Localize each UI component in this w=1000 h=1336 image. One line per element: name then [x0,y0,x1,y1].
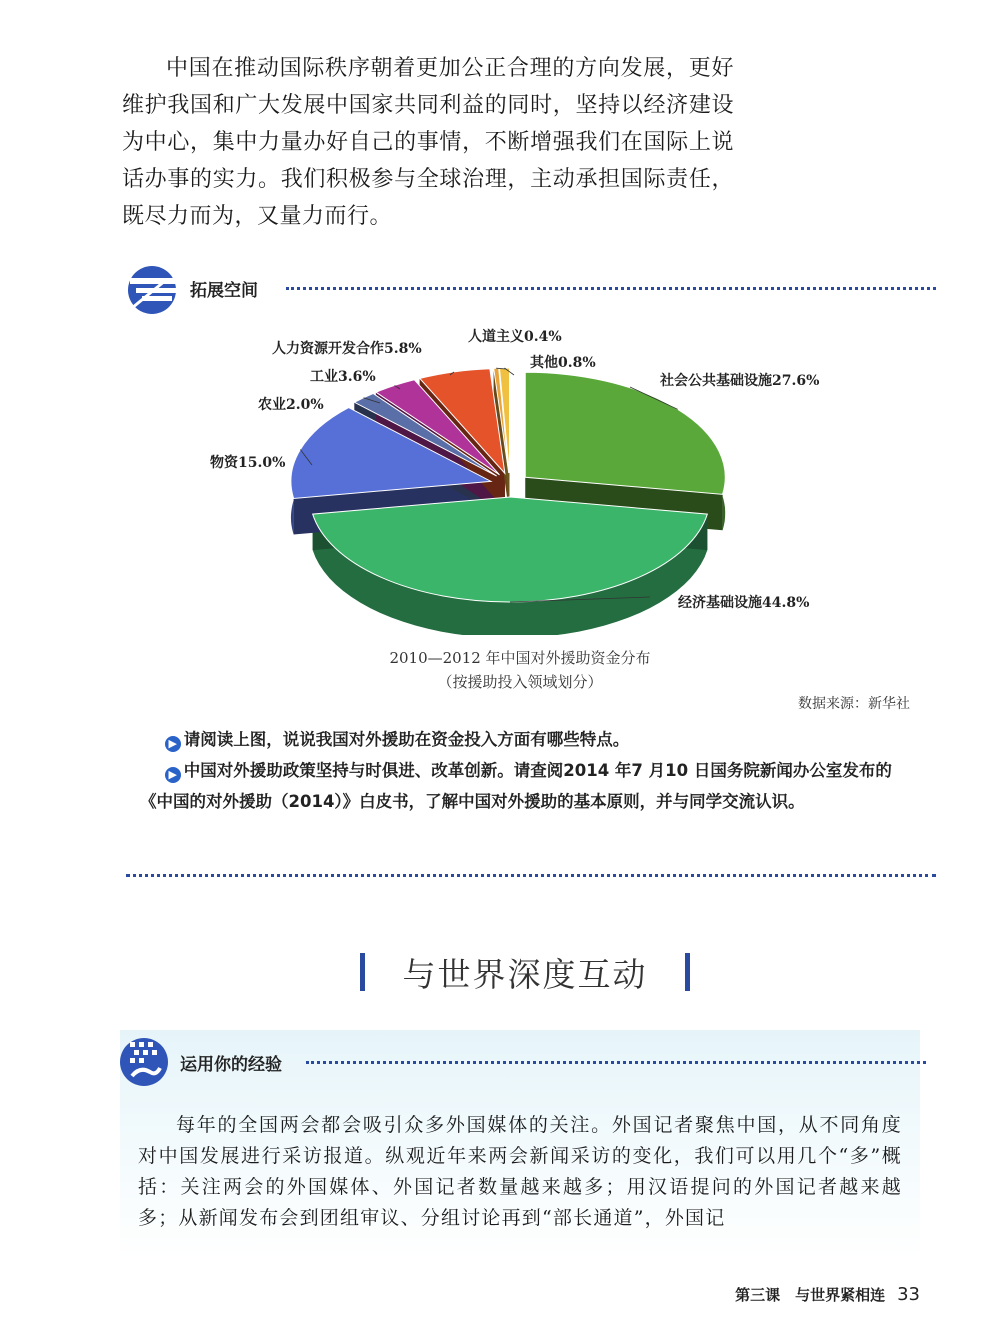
section-title-text: 与世界深度互动 [402,954,648,994]
experience-section-header [116,1032,928,1075]
arrow-bullet-icon: ▶ [165,767,181,783]
question-text: 请阅读上图，说说我国对外援助在资金投入方面有哪些特点。 [183,730,630,749]
intro-paragraph: 中国在推动国际秩序朝着更加公正合理的方向发展，更好维护我国和广大发展中国家共同利益的同时，坚持以经济建设为中心，集中力量办好自己的事情，不断增强我们在国际上说话办事的实力。我们积极参与全球治理，主动承担国际责任，既尽力而为，又量力而行。 [122,56,734,229]
pie-label-1: 社会公共基础设施27.6% [660,373,820,389]
page-number: 33 [897,1284,920,1305]
questions-block [140,724,910,817]
chart-source: 数据来源：新华社 [798,696,910,712]
expand-section-end-divider [126,874,936,877]
pie-label-3: 物资15.0% [210,455,286,471]
question-text: 中国对外援助政策坚持与时俱进、改革创新。请查阅2014 年7 月10 日国务院新闻办公室发布的《中国的对外援助（2014）》白皮书，了解中国对外援助的基本原则，并与同学交流认识。 [140,761,892,811]
footer-chapter: 第三课 与世界紧相连 [735,1286,886,1304]
experience-section-icon [116,1032,172,1088]
pie-label-2: 经济基础设施44.8% [678,595,810,611]
experience-section-divider [306,1061,926,1064]
pie-chart-svg [150,315,910,635]
pie-label-7: 人道主义0.4% [468,329,562,345]
expand-section-divider [286,287,936,290]
title-bar-right [685,953,690,991]
chart-subcaption: （按援助投入领域划分） [437,673,603,691]
question-item [140,755,910,817]
pie-label-8: 其他0.8% [530,355,596,371]
arrow-bullet-icon: ▶ [165,736,181,752]
expand-section-title: 拓展空间 [190,281,258,301]
question-item [140,724,910,755]
chart-caption: 2010—2012 年中国对外援助资金分布 [389,649,651,667]
experience-section-title: 运用你的经验 [180,1055,282,1075]
expand-section-icon [126,264,184,316]
pie-label-6: 人力资源开发合作5.8% [272,341,422,357]
page-footer [735,1284,920,1305]
pie-label-4: 农业2.0% [258,397,324,413]
pie-label-5: 工业3.6% [310,369,376,385]
pie-slice-1 [525,372,725,494]
title-bar-left [360,953,365,991]
expand-section-header [126,264,938,304]
section-title [360,945,690,999]
aid-pie-chart [150,315,910,635]
experience-paragraph: 每年的全国两会都会吸引众多外国媒体的关注。外国记者聚焦中国，从不同角度对中国发展进行采访报道。纵观近年来两会新闻采访的变化，我们可以用几个“多”概括：关注两会的外国媒体、外国记者数量越来越多；用汉语提问的外国记者越来越多；从新闻发布会到团组审议、分组讨论再到“部长通道”，外国记 [138,1114,902,1229]
